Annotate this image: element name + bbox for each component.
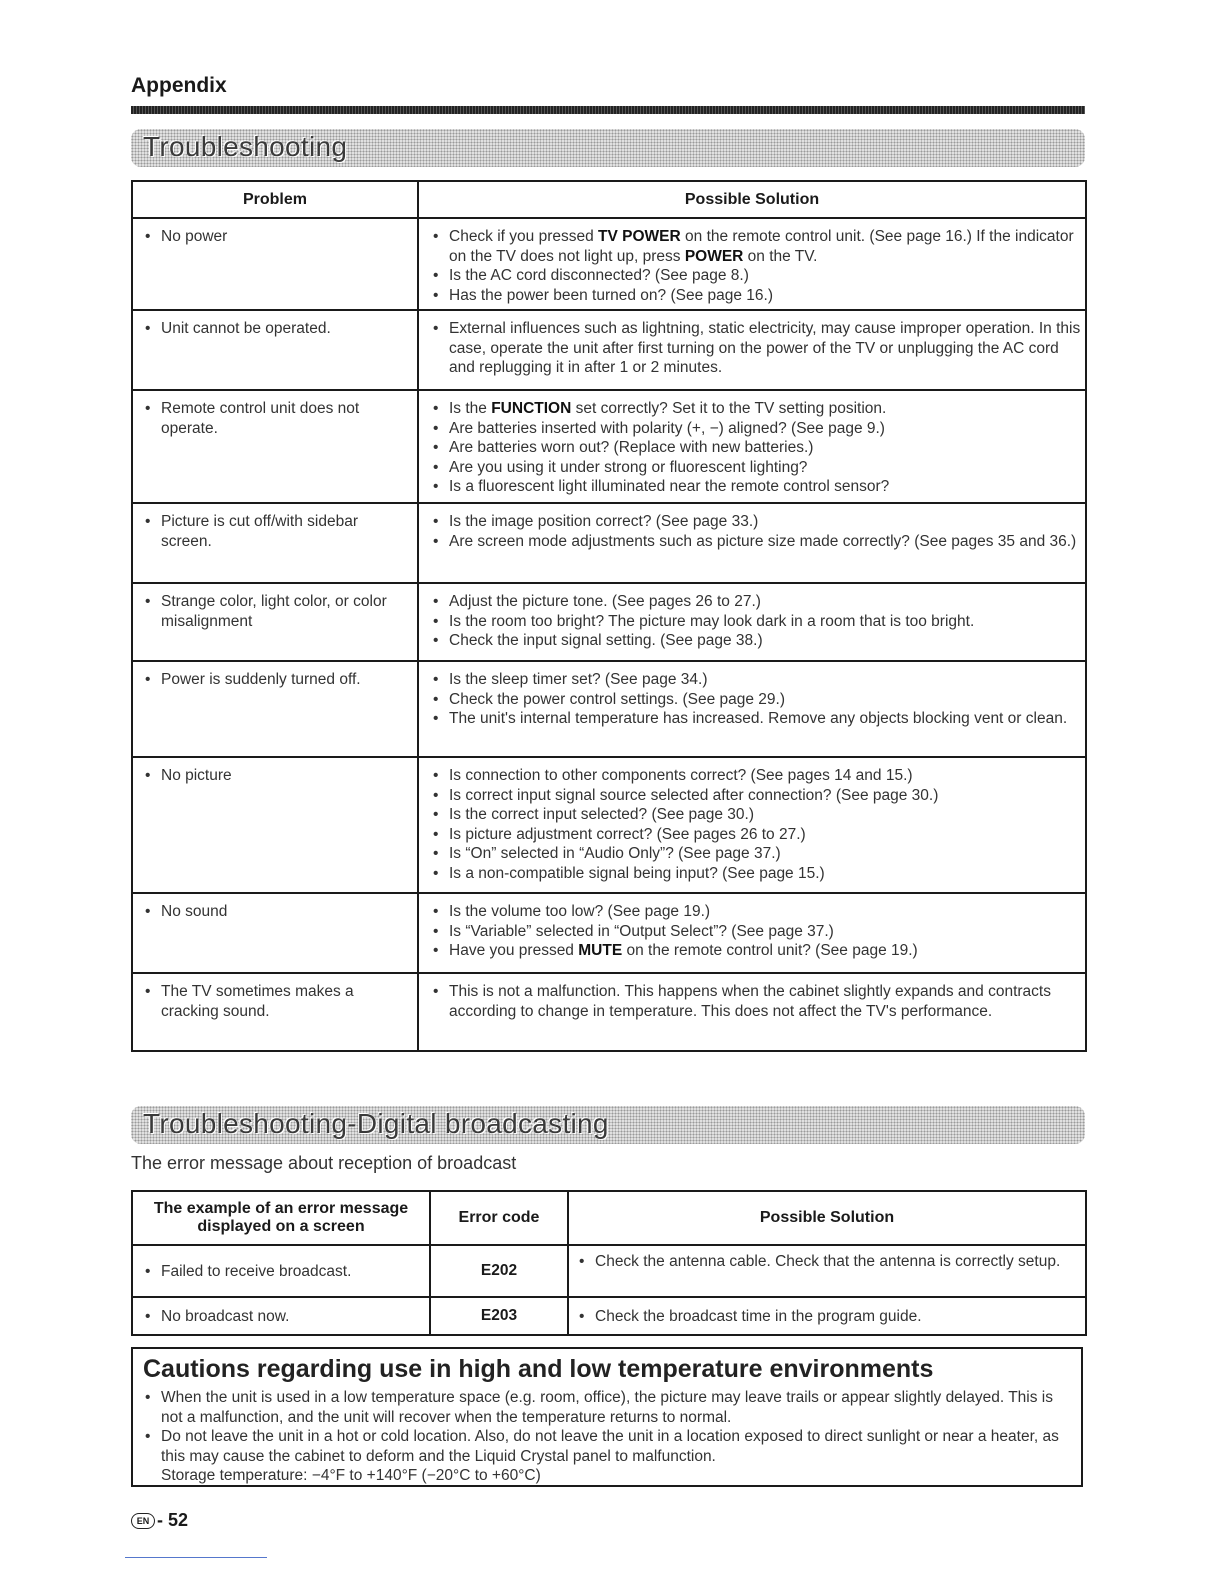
- solution-item: • Has the power been turned on? (See page 16.): [429, 286, 1081, 306]
- problem-cell: [132, 973, 418, 1051]
- header-rule: [131, 106, 1085, 114]
- column-header-solution: Possible Solution: [418, 181, 1086, 218]
- error-message-text: • No broadcast now.: [141, 1307, 425, 1327]
- solution-item: • The unit's internal temperature has increased. Remove any objects blocking vent or clean.: [429, 709, 1081, 729]
- solution-item: • Is the AC cord disconnected? (See page 8.): [429, 266, 1081, 286]
- solution-item: • Have you pressed MUTE on the remote control unit? (See page 19.): [429, 941, 1081, 961]
- solution-cell: [418, 661, 1086, 757]
- solution-item: • Is the FUNCTION set correctly? Set it to the TV setting position.: [429, 399, 1081, 419]
- solution-item: • Is a non-compatible signal being input? (See page 15.): [429, 864, 1081, 884]
- solution-cell: [418, 218, 1086, 310]
- table-header-row: [132, 1191, 1086, 1245]
- column-header-message: The example of an error message displayed on a screen: [132, 1191, 430, 1245]
- troubleshooting-title: Troubleshooting: [143, 131, 348, 162]
- solution-cell: [568, 1297, 1086, 1335]
- solution-item: • Check if you pressed TV POWER on the remote control unit. (See page 16.) If the indicator on the TV does not light up, press POWER on the TV.: [429, 227, 1081, 266]
- column-header-problem: Problem: [132, 181, 418, 218]
- table-row: [132, 1245, 1086, 1297]
- table-row: [132, 661, 1086, 757]
- solution-item: • Check the broadcast time in the program guide.: [575, 1307, 1081, 1327]
- cautions-body: [141, 1388, 1071, 1486]
- solution-item: • Check the power control settings. (See page 29.): [429, 690, 1081, 710]
- page-footer: [131, 1510, 188, 1531]
- solution-item: • This is not a malfunction. This happens when the cabinet slightly expands and contracts according to change in temperature. This does not affect the TV's performance.: [429, 982, 1081, 1021]
- problem-cell: [132, 390, 418, 503]
- language-badge-icon: EN: [131, 1513, 155, 1529]
- table-row: [132, 503, 1086, 583]
- table-row: [132, 893, 1086, 973]
- solution-item: • Check the antenna cable. Check that the antenna is correctly setup.: [575, 1252, 1081, 1272]
- solution-item: • Is the sleep timer set? (See page 34.): [429, 670, 1081, 690]
- problem-cell: [132, 893, 418, 973]
- error-code-table: [131, 1190, 1087, 1336]
- table-row: [132, 757, 1086, 893]
- troubleshooting-table: [131, 180, 1087, 1052]
- problem-text: • Picture is cut off/with sidebar screen.: [141, 512, 413, 551]
- solution-item: • Is the correct input selected? (See page 30.): [429, 805, 1081, 825]
- table-row: [132, 310, 1086, 390]
- table-row: [132, 1297, 1086, 1335]
- column-header-solution: Possible Solution: [568, 1191, 1086, 1245]
- problem-text: • Remote control unit does not operate.: [141, 399, 413, 438]
- problem-text: • No power: [141, 227, 413, 247]
- table-row: [132, 390, 1086, 503]
- solution-item: • Are batteries inserted with polarity (+, −) aligned? (See page 9.): [429, 419, 1081, 439]
- solution-item: • Are batteries worn out? (Replace with new batteries.): [429, 438, 1081, 458]
- solution-cell: [568, 1245, 1086, 1297]
- table-header-row: [132, 181, 1086, 218]
- digital-title: Troubleshooting-Digital broadcasting: [143, 1108, 609, 1139]
- error-code-cell: E202: [430, 1245, 568, 1297]
- solution-item: • Are screen mode adjustments such as picture size made correctly? (See pages 35 and 36.): [429, 532, 1081, 552]
- problem-text: • No picture: [141, 766, 413, 786]
- solution-item: • Is correct input signal source selected after connection? (See page 30.): [429, 786, 1081, 806]
- error-message-text: • Failed to receive broadcast.: [141, 1262, 425, 1282]
- solution-cell: [418, 757, 1086, 893]
- solution-item: • Is “On” selected in “Audio Only”? (See page 37.): [429, 844, 1081, 864]
- digital-caption: The error message about reception of broadcast: [131, 1153, 517, 1173]
- solution-item: • External influences such as lightning, static electricity, may cause improper operation. In this case, operate the unit after first turning on the power of the TV or unplugging the AC cord and replugging it in after 1 or 2 minutes.: [429, 319, 1081, 378]
- problem-text: • Power is suddenly turned off.: [141, 670, 413, 690]
- solution-cell: [418, 583, 1086, 661]
- cautions-title: Cautions regarding use in high and low temperature environments: [143, 1355, 934, 1383]
- column-header-error-code: Error code: [430, 1191, 568, 1245]
- problem-text: • No sound: [141, 902, 413, 922]
- digital-banner: [131, 1106, 1085, 1144]
- solution-cell: [418, 390, 1086, 503]
- solution-item: • Is a fluorescent light illuminated near the remote control sensor?: [429, 477, 1081, 497]
- section-heading: Appendix: [131, 74, 227, 97]
- caution-item: • When the unit is used in a low temperature space (e.g. room, office), the picture may leave trails or appear slightly delayed. This is not a malfunction, and the unit will recover when the temperature returns to normal.: [141, 1388, 1071, 1427]
- problem-cell: [132, 583, 418, 661]
- solution-cell: [418, 310, 1086, 390]
- page-number: - 52: [157, 1510, 189, 1530]
- error-message-cell: [132, 1297, 430, 1335]
- table-row: [132, 218, 1086, 310]
- problem-text: • Unit cannot be operated.: [141, 319, 413, 339]
- solution-cell: [418, 973, 1086, 1051]
- solution-cell: [418, 503, 1086, 583]
- solution-item: • Are you using it under strong or fluorescent lighting?: [429, 458, 1081, 478]
- problem-cell: [132, 310, 418, 390]
- solution-item: • Is the volume too low? (See page 19.): [429, 902, 1081, 922]
- problem-text: • Strange color, light color, or color misalignment: [141, 592, 413, 631]
- problem-text: • The TV sometimes makes a cracking sound.: [141, 982, 413, 1021]
- footer-line: [125, 1557, 267, 1558]
- storage-temperature: Storage temperature: −4°F to +140°F (−20°C to +60°C): [161, 1467, 541, 1484]
- troubleshooting-banner: [131, 129, 1085, 167]
- solution-item: • Is connection to other components correct? (See pages 14 and 15.): [429, 766, 1081, 786]
- table-row: [132, 583, 1086, 661]
- caution-item: • Do not leave the unit in a hot or cold location. Also, do not leave the unit in a location exposed to direct sunlight or near a heater, as this may cause the cabinet to deform and the Liquid Crystal panel to malfunction.: [141, 1427, 1071, 1466]
- solution-cell: [418, 893, 1086, 973]
- problem-cell: [132, 661, 418, 757]
- solution-item: • Is the room too bright? The picture may look dark in a room that is too bright.: [429, 612, 1081, 632]
- solution-item: • Adjust the picture tone. (See pages 26 to 27.): [429, 592, 1081, 612]
- solution-item: • Check the input signal setting. (See page 38.): [429, 631, 1081, 651]
- table-row: [132, 973, 1086, 1051]
- problem-cell: [132, 503, 418, 583]
- error-code-cell: E203: [430, 1297, 568, 1335]
- problem-cell: [132, 218, 418, 310]
- solution-item: • Is the image position correct? (See page 33.): [429, 512, 1081, 532]
- solution-item: • Is “Variable” selected in “Output Select”? (See page 37.): [429, 922, 1081, 942]
- solution-item: • Is picture adjustment correct? (See pages 26 to 27.): [429, 825, 1081, 845]
- cautions-box: [131, 1347, 1083, 1487]
- problem-cell: [132, 757, 418, 893]
- error-message-cell: [132, 1245, 430, 1297]
